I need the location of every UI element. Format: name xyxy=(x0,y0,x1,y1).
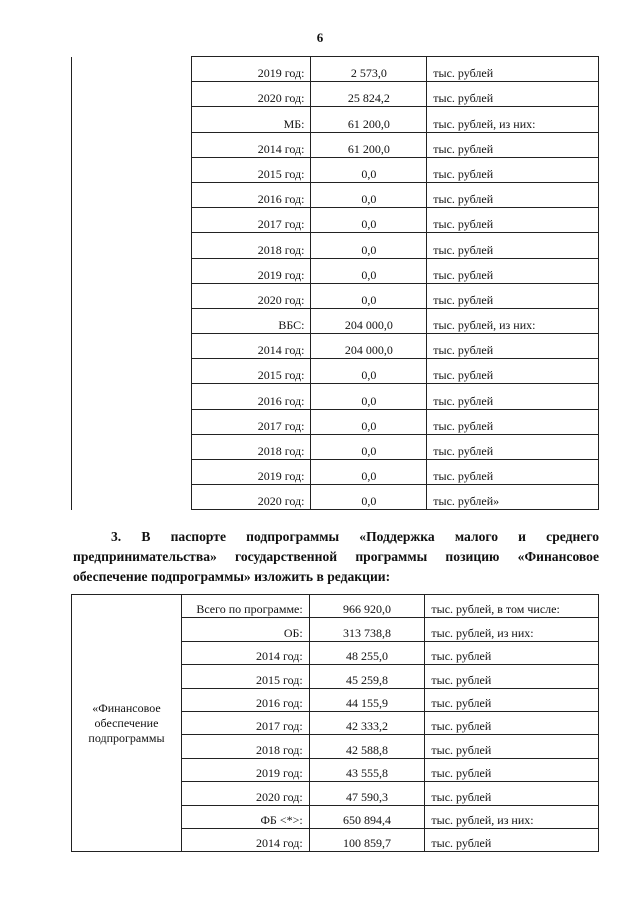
row-value: 0,0 xyxy=(311,384,427,409)
row-value: 0,0 xyxy=(311,208,427,233)
row-label: 2015 год: xyxy=(191,359,311,384)
row-value: 61 200,0 xyxy=(311,107,427,132)
row-unit: тыс. рублей xyxy=(427,258,599,283)
row-value: 0,0 xyxy=(311,233,427,258)
row-unit: тыс. рублей» xyxy=(427,485,599,510)
row-label: 2018 год: xyxy=(191,434,311,459)
row-label: 2018 год: xyxy=(191,233,311,258)
page-number: 6 xyxy=(316,30,324,45)
row-value: 25 824,2 xyxy=(311,82,427,107)
row-unit: тыс. рублей xyxy=(427,82,599,107)
row-label: 2018 год: xyxy=(181,735,309,758)
row-unit: тыс. рублей xyxy=(425,735,599,758)
row-unit: тыс. рублей xyxy=(427,157,599,182)
row-label: Всего по программе: xyxy=(181,595,309,618)
row-label: 2016 год: xyxy=(181,688,309,711)
row-label: 2014 год: xyxy=(191,132,311,157)
row-unit: тыс. рублей xyxy=(427,460,599,485)
row-unit: тыс. рублей xyxy=(427,409,599,434)
row-unit: тыс. рублей xyxy=(427,334,599,359)
row-unit: тыс. рублей xyxy=(427,359,599,384)
row-value: 45 259,8 xyxy=(309,665,425,688)
row-unit: тыс. рублей xyxy=(427,384,599,409)
row-label: 2020 год: xyxy=(191,283,311,308)
row-unit: тыс. рублей xyxy=(427,434,599,459)
row-unit: тыс. рублей xyxy=(427,283,599,308)
row-label: ФБ <*>: xyxy=(181,805,309,828)
row-label: 2017 год: xyxy=(181,711,309,734)
row-label: 2020 год: xyxy=(181,782,309,805)
financing-table-continued xyxy=(71,56,599,510)
row-value: 0,0 xyxy=(311,157,427,182)
row-unit: тыс. рублей xyxy=(427,233,599,258)
row-label: ВБС: xyxy=(191,308,311,333)
row-value: 48 255,0 xyxy=(309,641,425,664)
blank-cell xyxy=(72,57,192,510)
row-unit: тыс. рублей xyxy=(425,758,599,781)
row-unit: тыс. рублей, в том числе: xyxy=(425,595,599,618)
row-unit: тыс. рублей xyxy=(427,208,599,233)
row-label: 2015 год: xyxy=(191,157,311,182)
row-value: 61 200,0 xyxy=(311,132,427,157)
table-row xyxy=(72,595,599,618)
row-label: 2014 год: xyxy=(191,334,311,359)
row-value: 42 333,2 xyxy=(309,711,425,734)
amendment-paragraph xyxy=(73,527,599,587)
row-value: 0,0 xyxy=(311,460,427,485)
row-unit: тыс. рублей xyxy=(425,782,599,805)
row-unit: тыс. рублей xyxy=(427,182,599,207)
row-value: 0,0 xyxy=(311,409,427,434)
row-label: 2019 год: xyxy=(191,460,311,485)
row-unit: тыс. рублей xyxy=(427,57,599,82)
row-unit: тыс. рублей, из них: xyxy=(425,618,599,641)
row-label: 2020 год: xyxy=(191,82,311,107)
row-value: 100 859,7 xyxy=(309,828,425,851)
row-unit: тыс. рублей, из них: xyxy=(427,107,599,132)
row-value: 204 000,0 xyxy=(311,334,427,359)
row-label: 2016 год: xyxy=(191,182,311,207)
row-unit: тыс. рублей, из них: xyxy=(427,308,599,333)
financing-table-subprogram xyxy=(71,594,599,852)
row-label: ОБ: xyxy=(181,618,309,641)
row-unit: тыс. рублей xyxy=(425,828,599,851)
row-label: 2017 год: xyxy=(191,208,311,233)
row-value: 0,0 xyxy=(311,258,427,283)
row-label: 2014 год: xyxy=(181,641,309,664)
row-value: 0,0 xyxy=(311,434,427,459)
row-value: 313 738,8 xyxy=(309,618,425,641)
row-label: 2019 год: xyxy=(191,57,311,82)
row-unit: тыс. рублей xyxy=(425,688,599,711)
row-value: 2 573,0 xyxy=(311,57,427,82)
row-label: 2017 год: xyxy=(191,409,311,434)
row-unit: тыс. рублей xyxy=(427,132,599,157)
row-value: 43 555,8 xyxy=(309,758,425,781)
row-label: 2015 год: xyxy=(181,665,309,688)
row-value: 0,0 xyxy=(311,182,427,207)
amendment-paragraph-text: 3. В паспорте подпрограммы «Поддержка малого и среднего предпринимательства» государственной программы позицию «Финансовое обеспечение подпрограммы» изложить в редакции: xyxy=(73,529,599,584)
row-value: 650 894,4 xyxy=(309,805,425,828)
row-label: МБ: xyxy=(191,107,311,132)
row-unit: тыс. рублей xyxy=(425,665,599,688)
row-value: 204 000,0 xyxy=(311,308,427,333)
row-unit: тыс. рублей xyxy=(425,641,599,664)
row-value: 0,0 xyxy=(311,283,427,308)
row-value: 0,0 xyxy=(311,485,427,510)
row-label: 2014 год: xyxy=(181,828,309,851)
row-value: 47 590,3 xyxy=(309,782,425,805)
row-label: 2020 год: xyxy=(191,485,311,510)
table-row xyxy=(72,57,599,82)
row-value: 0,0 xyxy=(311,359,427,384)
row-value: 44 155,9 xyxy=(309,688,425,711)
row-label: 2019 год: xyxy=(191,258,311,283)
row-label: 2019 год: xyxy=(181,758,309,781)
section-caption: «Финансовое обеспечение подпрограммы xyxy=(72,595,182,852)
row-unit: тыс. рублей, из них: xyxy=(425,805,599,828)
row-label: 2016 год: xyxy=(191,384,311,409)
row-value: 966 920,0 xyxy=(309,595,425,618)
row-unit: тыс. рублей xyxy=(425,711,599,734)
row-value: 42 588,8 xyxy=(309,735,425,758)
